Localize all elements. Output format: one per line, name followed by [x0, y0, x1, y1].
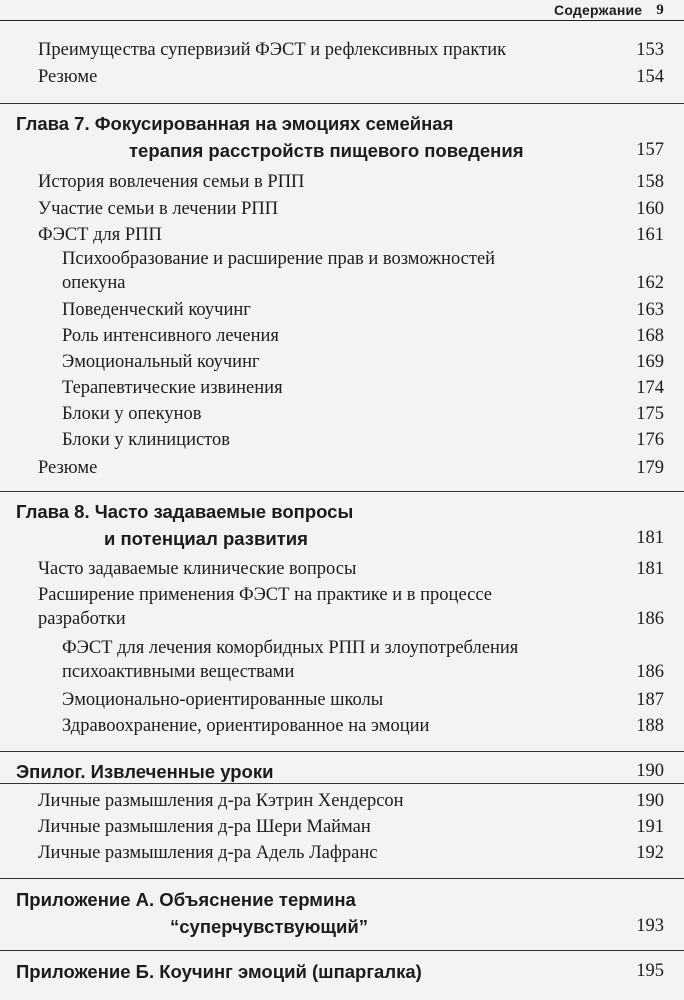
- toc-entry-title: [0, 557, 664, 581]
- toc-entry-row: [0, 636, 664, 684]
- toc-page-number: 158: [636, 172, 664, 192]
- toc-entry-title: [0, 376, 664, 400]
- toc-chapter-row: [0, 758, 664, 785]
- toc-entry-row: [0, 688, 664, 712]
- toc-title-line: опекуна: [62, 273, 126, 293]
- toc-page-number: 169: [636, 352, 664, 372]
- toc-title-line: Блоки у опекунов: [62, 404, 202, 424]
- toc-title-line: и потенциал развития: [104, 528, 308, 549]
- toc-page-number: 190: [636, 761, 664, 781]
- toc-page-number: 193: [636, 916, 664, 936]
- toc-entry-title: [0, 197, 664, 221]
- toc-entry-row: [0, 402, 664, 426]
- toc-title-line: Эмоциональный коучинг: [62, 352, 260, 372]
- toc-title-line: Личные размышления д-ра Шери Майман: [38, 817, 371, 837]
- toc-page-number: 153: [636, 40, 664, 60]
- toc-entry-title: [0, 350, 664, 374]
- toc-chapter-title: [0, 498, 664, 552]
- toc-page-number: 163: [636, 300, 664, 320]
- toc-entry-row: [0, 841, 664, 865]
- toc-entry-row: [0, 583, 664, 631]
- toc-entry-row: [0, 714, 664, 738]
- toc-page-number: 192: [636, 843, 664, 863]
- toc-title-line: Роль интенсивного лечения: [62, 326, 279, 346]
- toc-title-line: Глава 8. Часто задаваемые вопросы: [16, 501, 354, 522]
- toc-chapter-title: [0, 110, 664, 164]
- toc-title-line: терапия расстройств пищевого поведения: [129, 140, 524, 161]
- toc-title-line: Резюме: [38, 67, 98, 87]
- toc-entry-row: [0, 376, 664, 400]
- toc-entry-title: [0, 65, 664, 89]
- toc-entry-title: [0, 324, 664, 348]
- toc-entry-row: [0, 38, 664, 62]
- toc-title-line: Психообразование и расширение прав и возможностей: [62, 249, 496, 269]
- toc-entry-row: [0, 324, 664, 348]
- toc-title-line: ФЭСТ для лечения коморбидных РПП и злоупотребления: [62, 638, 519, 658]
- toc-chapter-row: [0, 958, 664, 985]
- toc-page-number: 186: [636, 662, 664, 682]
- running-head-title: Содержание: [554, 2, 643, 18]
- toc-entry-row: [0, 428, 664, 452]
- toc-entry-title: [0, 714, 664, 738]
- toc-page-number: 161: [636, 225, 664, 245]
- toc-page-number: 186: [636, 609, 664, 629]
- toc-page-number: 190: [636, 791, 664, 811]
- toc-title-line: психоактивными веществами: [62, 662, 295, 682]
- toc-page-number: 191: [636, 817, 664, 837]
- toc-page-number: 181: [636, 559, 664, 579]
- toc-title-line: Приложение А. Объяснение термина: [16, 889, 356, 910]
- toc-entry-title: [0, 170, 664, 194]
- toc-page-number: 188: [636, 716, 664, 736]
- toc-chapter-title: [0, 886, 664, 940]
- toc-chapter-row: [0, 498, 664, 552]
- toc-entry-title: [0, 38, 664, 62]
- toc-chapter-row: [0, 886, 664, 940]
- toc-title-line: Глава 7. Фокусированная на эмоциях семейная: [16, 113, 454, 134]
- toc-title-line: Эмоционально-ориентированные школы: [62, 690, 384, 710]
- toc-page-number: 176: [636, 430, 664, 450]
- toc-page-number: 154: [636, 67, 664, 87]
- toc-entry-row: [0, 65, 664, 89]
- section-divider: [0, 103, 684, 104]
- toc-entry-title: [0, 815, 664, 839]
- toc-entry-title: [0, 223, 664, 247]
- toc-title-line: Личные размышления д-ра Адель Лафранс: [38, 843, 378, 863]
- section-divider: [0, 878, 684, 879]
- header-rule: [0, 20, 684, 21]
- toc-title-line: Расширение применения ФЭСТ на практике и в процессе: [38, 585, 492, 605]
- toc-title-line: История вовлечения семьи в РПП: [38, 172, 305, 192]
- toc-entry-title: [0, 428, 664, 452]
- toc-title-line: Эпилог. Извлеченные уроки: [16, 761, 274, 782]
- toc-chapter-title: [0, 958, 664, 985]
- toc-entry-row: [0, 223, 664, 247]
- toc-title-line: Терапевтические извинения: [62, 378, 283, 398]
- toc-page-number: 179: [636, 458, 664, 478]
- toc-title-line: Личные размышления д-ра Кэтрин Хендерсон: [38, 791, 404, 811]
- toc-entry-title: [0, 789, 664, 813]
- toc-page-number: 175: [636, 404, 664, 424]
- toc-page-number: 160: [636, 199, 664, 219]
- toc-entry-row: [0, 815, 664, 839]
- section-divider: [0, 491, 684, 492]
- toc-entry-row: [0, 557, 664, 581]
- running-head-page-number: 9: [656, 1, 664, 18]
- section-divider: [0, 950, 684, 951]
- toc-entry-row: [0, 350, 664, 374]
- toc-title-line: Блоки у клиницистов: [62, 430, 231, 450]
- toc-entry-title: [0, 636, 664, 684]
- toc-page-number: 162: [636, 273, 664, 293]
- toc-entry-row: [0, 247, 664, 295]
- toc-page-number: 195: [636, 961, 664, 981]
- toc-entry-title: [0, 583, 664, 631]
- toc-chapter-title: [0, 758, 664, 785]
- toc-entry-row: [0, 456, 664, 480]
- toc-entry-title: [0, 402, 664, 426]
- toc-title-line: Часто задаваемые клинические вопросы: [38, 559, 357, 579]
- running-head: [554, 0, 664, 20]
- toc-entry-title: [0, 456, 664, 480]
- toc-title-line: ФЭСТ для РПП: [38, 225, 162, 245]
- toc-chapter-row: [0, 110, 664, 164]
- toc-entry-title: [0, 688, 664, 712]
- toc-entry-row: [0, 789, 664, 813]
- toc-title-line: Поведенческий коучинг: [62, 300, 251, 320]
- toc-entry-row: [0, 197, 664, 221]
- toc-title-line: “суперчувствующий”: [170, 916, 369, 937]
- section-divider: [0, 751, 684, 752]
- toc-title-line: Преимущества супервизий ФЭСТ и рефлексивных практик: [38, 40, 507, 60]
- toc-title-line: Приложение Б. Коучинг эмоций (шпаргалка): [16, 961, 422, 982]
- toc-entry-title: [0, 298, 664, 322]
- toc-entry-title: [0, 247, 664, 295]
- toc-page-number: 187: [636, 690, 664, 710]
- toc-entry-title: [0, 841, 664, 865]
- toc-title-line: разработки: [38, 609, 126, 629]
- toc-page-number: 157: [636, 140, 664, 160]
- toc-entry-row: [0, 170, 664, 194]
- toc-page-number: 168: [636, 326, 664, 346]
- section-divider: [0, 783, 684, 784]
- toc-title-line: Здравоохранение, ориентированное на эмоции: [62, 716, 430, 736]
- toc-page-number: 181: [636, 528, 664, 548]
- toc-page-number: 174: [636, 378, 664, 398]
- toc-title-line: Резюме: [38, 458, 98, 478]
- toc-title-line: Участие семьи в лечении РПП: [38, 199, 279, 219]
- toc-entry-row: [0, 298, 664, 322]
